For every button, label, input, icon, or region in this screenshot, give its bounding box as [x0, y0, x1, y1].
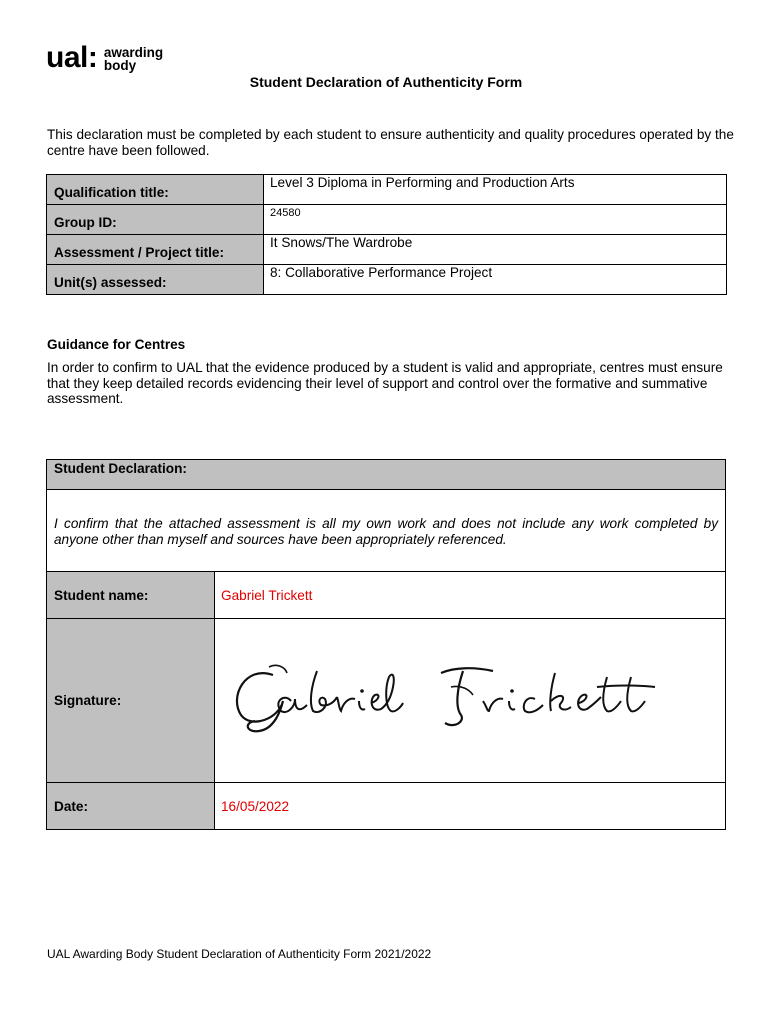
- signature-wrap: [221, 619, 725, 782]
- table-row: [47, 235, 727, 265]
- ual-logo: [46, 42, 163, 74]
- date-value: 16/05/2022: [215, 783, 726, 830]
- qualification-text: Level 3 Diploma in Performing and Production Arts: [270, 175, 575, 190]
- qualification-value: [264, 175, 727, 205]
- guidance-text: In order to confirm to UAL that the evidence produced by a student is valid and appropriate, centres must ensure that they keep detailed records evidencing their level of support and control over the formative and summative assessment.: [47, 360, 723, 406]
- logo-brand: ual: [46, 41, 88, 74]
- project-title-value: [264, 235, 727, 265]
- table-row: [47, 175, 727, 205]
- intro-text: This declaration must be completed by each student to ensure authenticity and quality procedures operated by the centre have been followed.: [47, 127, 734, 158]
- units-text: 8: Collaborative Performance Project: [270, 265, 493, 280]
- group-id-text: 24580: [270, 207, 301, 219]
- details-table: [46, 174, 727, 295]
- table-row: [47, 783, 726, 830]
- signature-cell: [215, 619, 726, 783]
- declaration-heading: Student Declaration:: [47, 460, 726, 490]
- table-row: [47, 205, 727, 235]
- table-row: [47, 490, 726, 572]
- project-title-text: It Snows/The Wardrobe: [270, 235, 413, 250]
- project-title-label: Assessment / Project title:: [47, 235, 264, 265]
- declaration-table: [46, 459, 726, 830]
- footer-text: UAL Awarding Body Student Declaration of Authenticity Form 2021/2022: [47, 947, 432, 961]
- logo-line1: awarding: [103, 45, 164, 60]
- table-row: [47, 460, 726, 490]
- qualification-label: Qualification title:: [47, 175, 264, 205]
- logo-line2: body: [103, 58, 137, 73]
- student-name-value: Gabriel Trickett: [215, 572, 726, 619]
- table-row: [47, 572, 726, 619]
- group-id-value: [264, 205, 727, 235]
- signature-image: [225, 657, 705, 737]
- signature-label: Signature:: [47, 619, 215, 783]
- student-name-label: Student name:: [47, 572, 215, 619]
- units-value: [264, 265, 727, 295]
- group-id-label: Group ID:: [47, 205, 264, 235]
- declaration-statement: I confirm that the attached assessment is all my own work and does not include any work completed by anyone other than myself and sources have been appropriately referenced.: [47, 490, 726, 572]
- table-row: [47, 265, 727, 295]
- logo-text: [104, 46, 163, 72]
- units-label: Unit(s) assessed:: [47, 265, 264, 295]
- page-title: Student Declaration of Authenticity Form: [249, 74, 523, 90]
- logo-colon: :: [87, 41, 98, 74]
- guidance-heading: Guidance for Centres: [47, 337, 186, 352]
- date-label: Date:: [47, 783, 215, 830]
- table-row: [47, 619, 726, 783]
